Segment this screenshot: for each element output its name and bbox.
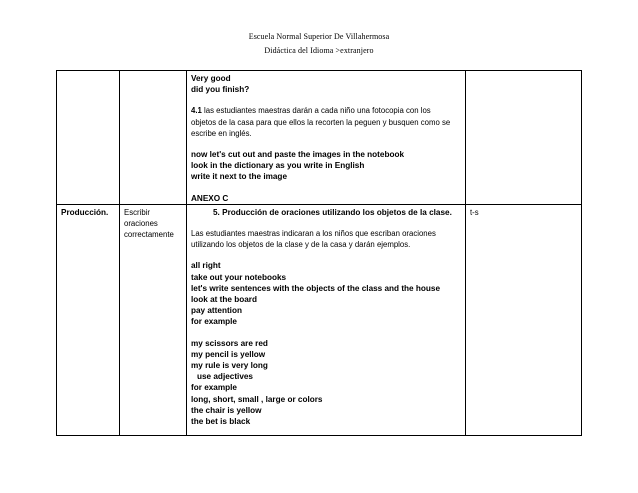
course-name: Didáctica del Idioma >extranjero [264, 46, 374, 55]
dialogue-line: write it next to the image [191, 172, 287, 182]
dialogue-line: let's write sentences with the objects of the class and the house [191, 283, 440, 293]
time-cell [466, 204, 582, 435]
school-name: Escuela Normal Superior De Villahermosa [248, 32, 390, 41]
activity-cell [187, 71, 466, 205]
time-cell [466, 71, 582, 205]
annex-label: ANEXO C [191, 193, 229, 203]
example-line: my rule is very long [191, 361, 268, 371]
example-line: long, short, small , large or colors [191, 394, 323, 404]
stage-cell [57, 204, 120, 435]
dialogue-line: pay attention [191, 306, 242, 316]
stage-label: Producción. [61, 207, 109, 217]
dialogue-line: all right [191, 261, 221, 271]
stage-cell [57, 71, 120, 205]
activity-description: utilizando los objetos de la clase y de la casa y darán ejemplos. [191, 240, 411, 250]
example-line: my scissors are red [191, 338, 268, 348]
dialogue-line: for example [191, 317, 237, 327]
table-row [57, 71, 582, 205]
lesson-plan-table [56, 70, 582, 436]
activity-description: escribe en inglés. [191, 128, 252, 138]
objective-text: oraciones [124, 219, 158, 229]
example-line: for example [191, 383, 237, 393]
time-label: t-s [470, 207, 479, 217]
dialogue-line: did you finish? [191, 85, 250, 95]
dialogue-line: Very good [191, 74, 231, 83]
activity-description: Las estudiantes maestras indicaran a los niños que escriban oraciones [191, 229, 436, 239]
objective-text: correctamente [124, 230, 174, 240]
objective-cell [120, 71, 187, 205]
example-line: the bet is black [191, 417, 251, 427]
example-line: use adjectives [197, 372, 253, 382]
dialogue-line: look at the board [191, 295, 257, 305]
dialogue-line: take out your notebooks [191, 272, 287, 282]
dialogue-line: now let's cut out and paste the images in the notebook [191, 150, 405, 160]
activity-number: 4.1 [191, 106, 202, 116]
objective-cell [120, 204, 187, 435]
activity-cell [187, 204, 466, 435]
activity-heading: 5. Producción de oraciones utilizando los objetos de la clase. [213, 207, 452, 217]
activity-description: 4.1 las estudiantes maestras darán a cada niño una fotocopia con los [191, 106, 431, 116]
example-line: my pencil is yellow [191, 349, 266, 359]
dialogue-line: look in the dictionary as you write in English [191, 161, 365, 171]
table-row [57, 204, 582, 435]
objective-text: Escribir [124, 207, 150, 217]
example-line: the chair is yellow [191, 405, 262, 415]
activity-description: objetos de la casa para que ellos la recorten la peguen y busquen como se [191, 117, 451, 127]
